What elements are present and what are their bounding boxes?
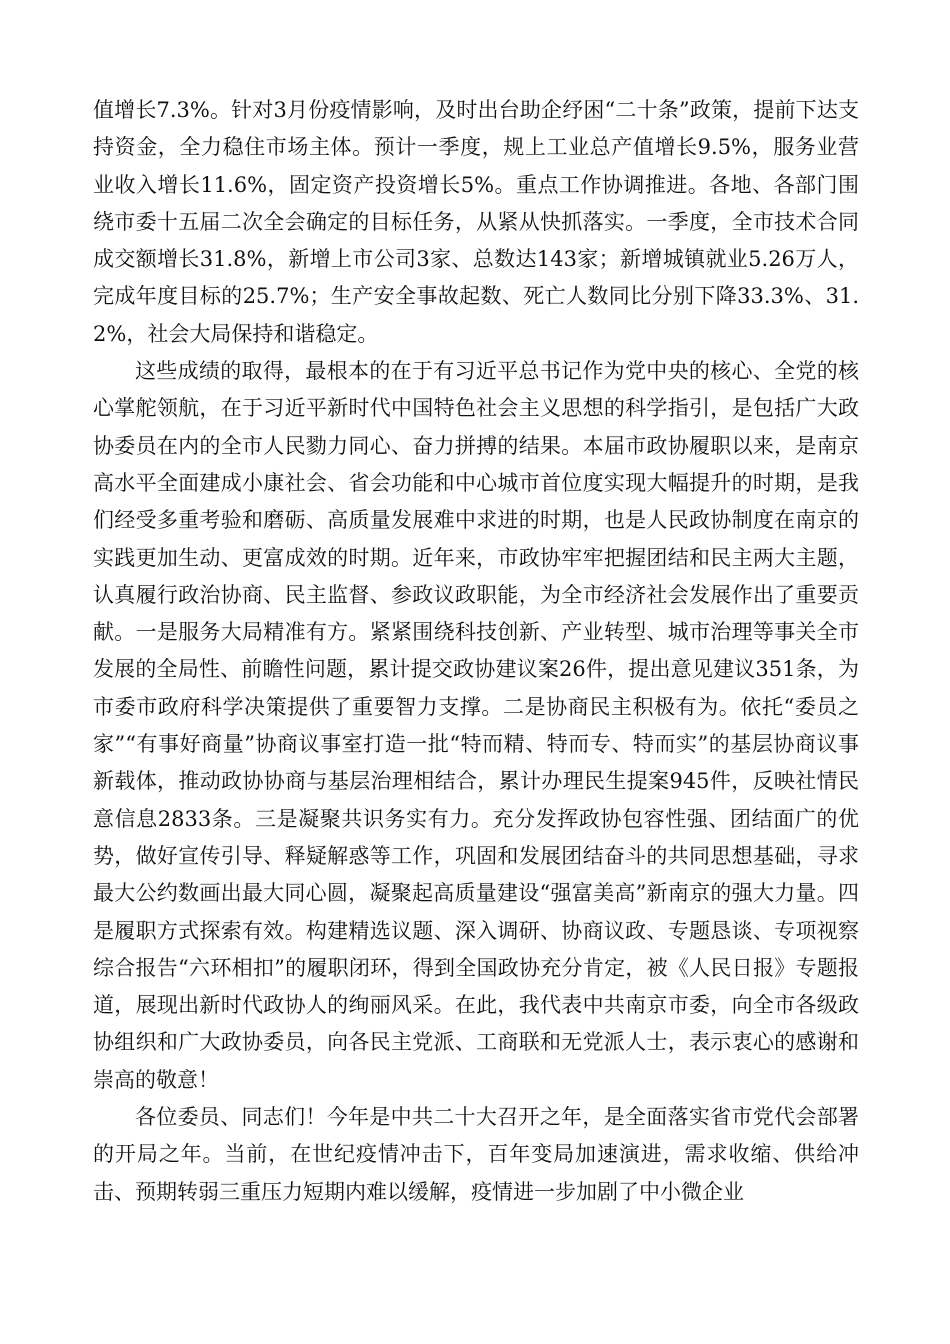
paragraph-2: 这些成绩的取得，最根本的在于有习近平总书记作为党中央的核心、全党的核心掌舵领航，在于习近平新时代中国特色社会主义思想的科学指引，是包括广大政协委员在内的全市人民勠力同心、奋力拼搏的结果。本届市政协履职以来，是南京高水平全面建成小康社会、省会功能和中心城市首位度实现大幅提升的时期，是我们经受多重考验和磨砺、高质量发展难中求进的时期，也是人民政协制度在南京的实践更加生动、更富成效的时期。近年来，市政协牢牢把握团结和民主两大主题，认真履行政治协商、民主监督、参政议政职能，为全市经济社会发展作出了重要贡献。一是服务大局精准有方。紧紧围绕科技创新、产业转型、城市治理等事关全市发展的全局性、前瞻性问题，累计提交政协建议案26件，提出意见建议351条，为市委市政府科学决策提供了重要智力支撑。二是协商民主积极有为。依托“委员之家”“有事好商量”协商议事室打造一批“特而精、特而专、特而实”的基层协商议事新载体，推动政协协商与基层治理相结合，累计办理民生提案945件，反映社情民意信息2833条。三是凝聚共识务实有力。充分发挥政协包容性强、团结面广的优势，做好宣传引导、释疑解惑等工作，巩固和发展团结奋斗的共同思想基础，寻求最大公约数画出最大同心圆，凝聚起高质量建设“强富美高”新南京的强大力量。四是履职方式探索有效。构建精选议题、深入调研、协商议政、专题恳谈、专项视察综合报告“六环相扣”的履职闭环，得到全国政协充分肯定，被《人民日报》专题报道，展现出新时代政协人的绚丽风采。在此，我代表中共南京市委，向全市各级政协组织和广大政协委员，向各民主党派、工商联和无党派人士，表示衷心的感谢和崇高的敬意！ (93, 359, 859, 1092)
document-page (93, 92, 859, 1211)
paragraph-3: 各位委员、同志们！今年是中共二十大召开之年，是全面落实省市党代会部署的开局之年。当前，在世纪疫情冲击下，百年变局加速演进，需求收缩、供给冲击、预期转弱三重压力短期内难以缓解，疫情进一步加剧了中小微企业 (93, 1105, 859, 1204)
paragraph-1: 值增长7.3%。针对3月份疫情影响，及时出台助企纾困“二十条”政策，提前下达支持资金，全力稳住市场主体。预计一季度，规上工业总产值增长9.5%，服务业营业收入增长11.6%，固定资产投资增长5%。重点工作协调推进。各地、各部门围绕市委十五届二次全会确定的目标任务，从紧从快抓落实。一季度，全市技术合同成交额增长31.8%，新增上市公司3家、总数达143家；新增城镇就业5.26万人，完成年度目标的25.7%；生产安全事故起数、死亡人数同比分别下降33.3%、31.2%，社会大局保持和谐稳定。 (93, 98, 859, 346)
